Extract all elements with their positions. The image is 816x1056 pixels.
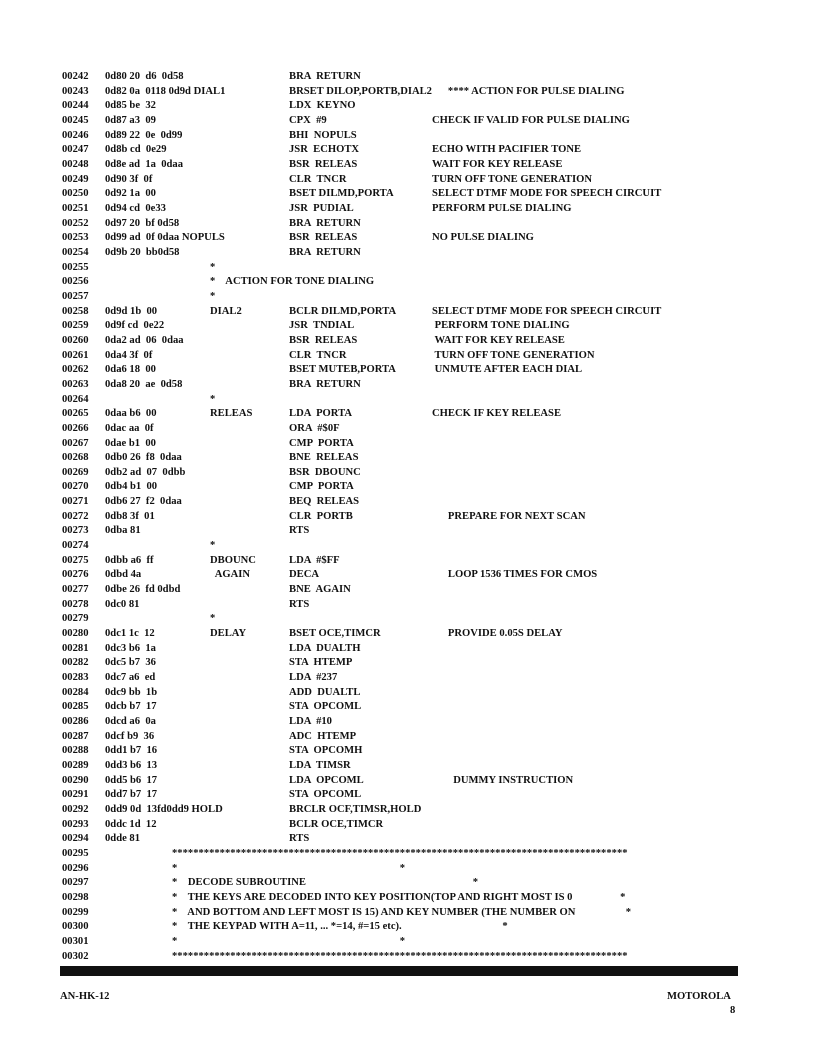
line-number: 00287	[62, 730, 89, 742]
instruction: BSR RELEAS	[289, 158, 358, 170]
instruction: LDA DUALTH	[289, 642, 361, 654]
line-number: 00267	[62, 437, 89, 449]
object-code: 0dd3 b6 13	[105, 760, 158, 772]
code-line	[0, 495, 816, 509]
instruction: LDA #$FF	[289, 554, 340, 566]
instruction: BEQ RELEAS	[289, 496, 360, 508]
source-label: DBOUNC	[210, 554, 256, 566]
code-line	[0, 524, 816, 538]
line-number: 00298	[62, 891, 89, 903]
object-code: 0d89 22 0e 0d99	[105, 129, 183, 141]
object-code: 0da4 3f 0f	[105, 349, 153, 361]
code-line	[0, 554, 816, 568]
code-line	[0, 158, 816, 172]
line-comment: PERFORM PULSE DIALING	[432, 202, 572, 214]
instruction: LDA PORTA	[289, 408, 352, 420]
code-line	[0, 246, 816, 260]
object-code: 0dc9 bb 1b	[105, 686, 158, 698]
line-comment: CHECK IF VALID FOR PULSE DIALING	[432, 114, 630, 126]
code-line	[0, 466, 816, 480]
instruction: BRA RETURN	[289, 217, 361, 229]
object-code: 0dde 81	[105, 833, 141, 845]
code-line	[0, 759, 816, 773]
code-line	[0, 378, 816, 392]
line-number: 00279	[62, 613, 89, 625]
object-code: 0db0 26 f8 0daa	[105, 452, 182, 464]
object-code: 0dbd 4a	[105, 569, 142, 581]
line-number: 00292	[62, 804, 89, 815]
line-comment: NO PULSE DIALING	[432, 232, 534, 244]
code-line	[0, 217, 816, 231]
line-number: 00242	[62, 71, 89, 82]
line-number: 00291	[62, 789, 89, 801]
instruction: CLR TNCR	[289, 173, 347, 185]
object-code: 0dbb a6 ff	[105, 554, 154, 566]
comment-box-text: * THE KEYPAD WITH A=11, ... *=14, #=15 etc). *	[172, 921, 508, 933]
line-comment: DUMMY INSTRUCTION	[432, 774, 574, 786]
line-number: 00281	[62, 642, 89, 654]
instruction: ADD DUALTL	[289, 686, 361, 698]
object-code: 0d9d 1b 00	[105, 305, 158, 317]
line-number: 00264	[62, 393, 89, 405]
source-label: RELEAS	[210, 408, 253, 420]
instruction: BNE AGAIN	[289, 584, 351, 596]
instruction: LDA OPCOML	[289, 774, 364, 786]
instruction: CLR TNCR	[289, 349, 347, 361]
line-number: 00294	[62, 833, 89, 845]
code-line	[0, 437, 816, 451]
code-line	[0, 744, 816, 758]
comment-box-text: **************************************************************************************	[172, 950, 628, 962]
code-line	[0, 510, 816, 524]
instruction: RTS	[289, 598, 310, 610]
object-code: 0d9f cd 0e22	[105, 320, 165, 332]
page-number: 8	[730, 1005, 736, 1016]
object-code: 0dac aa 0f	[105, 422, 154, 434]
instruction: CMP PORTA	[289, 481, 354, 493]
instruction: BHI NOPULS	[289, 129, 357, 141]
object-code: 0d8b cd 0e29	[105, 144, 167, 156]
line-number: 00257	[62, 290, 89, 302]
object-code: 0dc0 81	[105, 598, 140, 610]
instruction: JSR TNDIAL	[289, 320, 355, 332]
line-number: 00249	[62, 173, 89, 185]
code-line	[0, 407, 816, 421]
code-line	[0, 334, 816, 348]
line-number: 00280	[62, 628, 89, 640]
line-number: 00282	[62, 657, 89, 669]
line-number: 00290	[62, 774, 89, 786]
object-code: 0da2 ad 06 0daa	[105, 334, 184, 346]
line-number: 00296	[62, 862, 89, 874]
company-name: MOTOROLA	[667, 991, 731, 1002]
instruction: BRA RETURN	[289, 246, 361, 258]
line-number: 00271	[62, 496, 89, 508]
code-line	[0, 627, 816, 641]
line-number: 00250	[62, 188, 89, 200]
comment-box-text: * THE KEYS ARE DECODED INTO KEY POSITION(TOP AND RIGHT MOST IS 0 *	[172, 891, 626, 903]
instruction: LDA #10	[289, 716, 332, 728]
object-code: 0dd1 b7 16	[105, 745, 158, 757]
line-number: 00272	[62, 510, 89, 522]
code-line	[0, 451, 816, 465]
line-number: 00247	[62, 144, 89, 156]
code-line	[0, 656, 816, 670]
line-comment: TURN OFF TONE GENERATION	[432, 173, 593, 185]
object-code: 0dc3 b6 1a	[105, 642, 156, 654]
object-code: 0d92 1a 00	[105, 188, 156, 200]
source-label: *	[210, 393, 216, 405]
code-line	[0, 700, 816, 714]
code-line	[0, 671, 816, 685]
object-code: 0d9b 20 bb0d58	[105, 246, 180, 258]
code-line	[0, 202, 816, 216]
code-line	[0, 261, 816, 275]
instruction: RTS	[289, 525, 310, 537]
line-number: 00246	[62, 129, 89, 141]
line-number: 00243	[62, 85, 89, 97]
instruction: BRCLR OCF,TIMSR,HOLD	[289, 804, 422, 815]
instruction: BNE RELEAS	[289, 452, 359, 464]
object-code: 0dbe 26 fd 0dbd	[105, 584, 181, 596]
line-comment: **** ACTION FOR PULSE DIALING	[432, 85, 625, 97]
line-comment: UNMUTE AFTER EACH DIAL	[432, 364, 583, 376]
instruction: CLR PORTB	[289, 510, 353, 522]
line-number: 00266	[62, 422, 89, 434]
source-label: AGAIN	[210, 569, 251, 581]
footer-rule	[60, 966, 738, 976]
code-line	[0, 99, 816, 113]
line-comment: SELECT DTMF MODE FOR SPEECH CIRCUIT	[432, 305, 662, 317]
code-line	[0, 319, 816, 333]
instruction: LDA TIMSR	[289, 760, 351, 772]
instruction: CPX #9	[289, 114, 327, 126]
line-number: 00293	[62, 818, 89, 830]
code-line	[0, 612, 816, 626]
line-number: 00295	[62, 847, 89, 859]
line-number: 00300	[62, 921, 89, 933]
instruction: BSET OCE,TIMCR	[289, 628, 381, 640]
object-code: 0db8 3f 01	[105, 510, 155, 522]
instruction: CMP PORTA	[289, 437, 354, 449]
line-number: 00274	[62, 540, 89, 552]
object-code: 0dcd a6 0a	[105, 716, 156, 728]
object-code: 0dc1 1c 12	[105, 628, 155, 640]
line-number: 00254	[62, 246, 89, 258]
object-code: 0d90 3f 0f	[105, 173, 153, 185]
object-code: 0dcf b9 36	[105, 730, 155, 742]
object-code: 0d97 20 bf 0d58	[105, 217, 180, 229]
line-number: 00255	[62, 261, 89, 273]
line-number: 00275	[62, 554, 89, 566]
code-line	[0, 290, 816, 304]
instruction: BRSET DILOP,PORTB,DIAL2	[289, 85, 432, 97]
object-code: 0dd7 b7 17	[105, 789, 158, 801]
comment-box-text: * AND BOTTOM AND LEFT MOST IS 15) AND KEY NUMBER (THE NUMBER ON *	[172, 906, 632, 918]
object-code: 0d87 a3 09	[105, 114, 156, 126]
source-label: *	[210, 290, 216, 302]
code-line	[0, 187, 816, 201]
object-code: 0db4 b1 00	[105, 481, 158, 493]
object-code: 0d99 ad 0f 0daa NOPULS	[105, 232, 225, 244]
code-line	[0, 422, 816, 436]
instruction: BCLR OCE,TIMCR	[289, 818, 384, 830]
line-number: 00251	[62, 202, 89, 214]
line-number: 00302	[62, 950, 89, 962]
comment-box-text: * *	[172, 862, 406, 874]
code-line	[0, 275, 816, 289]
instruction: BCLR DILMD,PORTA	[289, 305, 397, 317]
code-line	[0, 803, 816, 817]
instruction: BRA RETURN	[289, 71, 361, 82]
line-number: 00244	[62, 100, 89, 112]
code-line	[0, 480, 816, 494]
source-label: * ACTION FOR TONE DIALING	[210, 276, 375, 288]
code-line	[0, 85, 816, 99]
object-code: 0d8e ad 1a 0daa	[105, 158, 183, 170]
code-line	[0, 363, 816, 377]
instruction: BSET MUTEB,PORTA	[289, 364, 396, 376]
comment-box-text: * DECODE SUBROUTINE *	[172, 877, 479, 889]
object-code: 0d85 be 32	[105, 100, 156, 112]
code-line	[0, 393, 816, 407]
line-number: 00269	[62, 466, 89, 478]
line-number: 00284	[62, 686, 89, 698]
code-line	[0, 788, 816, 802]
line-comment: ECHO WITH PACIFIER TONE	[432, 144, 582, 156]
instruction: JSR PUDIAL	[289, 202, 354, 214]
code-line	[0, 568, 816, 582]
document-id: AN-HK-12	[60, 991, 110, 1002]
object-code: 0da6 18 00	[105, 364, 156, 376]
object-code: 0d82 0a 0118 0d9d DIAL1	[105, 85, 226, 97]
instruction: JSR ECHOTX	[289, 144, 360, 156]
object-code: 0db6 27 f2 0daa	[105, 496, 182, 508]
line-number: 00265	[62, 408, 89, 420]
code-line	[0, 598, 816, 612]
line-number: 00253	[62, 232, 89, 244]
line-number: 00248	[62, 158, 89, 170]
line-number: 00252	[62, 217, 89, 229]
line-number: 00261	[62, 349, 89, 361]
comment-box-text: **************************************************************************************	[172, 847, 628, 859]
object-code: 0daa b6 00	[105, 408, 157, 420]
instruction: STA OPCOMH	[289, 745, 363, 757]
instruction: STA OPCOML	[289, 789, 362, 801]
source-label: *	[210, 540, 216, 552]
source-label: *	[210, 261, 216, 273]
line-number: 00245	[62, 114, 89, 126]
line-number: 00301	[62, 935, 89, 947]
line-number: 00286	[62, 716, 89, 728]
instruction: STA OPCOML	[289, 701, 362, 713]
instruction: DECA	[289, 569, 320, 581]
line-number: 00258	[62, 305, 89, 317]
instruction: LDX KEYNO	[289, 100, 356, 112]
line-number: 00285	[62, 701, 89, 713]
object-code: 0dc7 a6 ed	[105, 672, 156, 684]
object-code: 0ddc 1d 12	[105, 818, 157, 830]
line-number: 00270	[62, 481, 89, 493]
code-line	[0, 642, 816, 656]
line-number: 00288	[62, 745, 89, 757]
code-line	[0, 715, 816, 729]
object-code: 0d80 20 d6 0d58	[105, 71, 184, 82]
code-line	[0, 539, 816, 553]
line-comment: CHECK IF KEY RELEASE	[432, 408, 562, 420]
line-comment: PERFORM TONE DIALING	[432, 320, 570, 332]
object-code: 0db2 ad 07 0dbb	[105, 466, 186, 478]
object-code: 0da8 20 ae 0d58	[105, 378, 183, 390]
line-number: 00273	[62, 525, 89, 537]
line-number: 00263	[62, 378, 89, 390]
object-code: 0dd5 b6 17	[105, 774, 158, 786]
line-number: 00262	[62, 364, 89, 376]
object-code: 0dc5 b7 36	[105, 657, 156, 669]
code-line	[0, 832, 816, 846]
code-line	[0, 173, 816, 187]
line-number: 00289	[62, 760, 89, 772]
instruction: BSR RELEAS	[289, 232, 358, 244]
source-label: DIAL2	[210, 305, 242, 317]
line-comment: SELECT DTMF MODE FOR SPEECH CIRCUIT	[432, 188, 662, 200]
code-line	[0, 349, 816, 363]
line-number: 00260	[62, 334, 89, 346]
object-code: 0dae b1 00	[105, 437, 156, 449]
code-line	[0, 70, 816, 84]
source-label: *	[210, 613, 216, 625]
code-line	[0, 686, 816, 700]
line-number: 00277	[62, 584, 89, 596]
code-line	[0, 114, 816, 128]
instruction: ORA #$0F	[289, 422, 340, 434]
code-line	[0, 143, 816, 157]
line-number: 00297	[62, 877, 89, 889]
code-line	[0, 774, 816, 788]
instruction: RTS	[289, 833, 310, 845]
object-code: 0dba 81	[105, 525, 141, 537]
line-comment: TURN OFF TONE GENERATION	[432, 349, 595, 361]
code-line	[0, 730, 816, 744]
comment-box-text: * *	[172, 935, 406, 947]
code-line	[0, 231, 816, 245]
line-number: 00259	[62, 320, 89, 332]
line-comment: LOOP 1536 TIMES FOR CMOS	[432, 569, 598, 581]
line-number: 00278	[62, 598, 89, 610]
code-line	[0, 305, 816, 319]
line-number: 00256	[62, 276, 89, 288]
instruction: BSET DILMD,PORTA	[289, 188, 394, 200]
instruction: BSR DBOUNC	[289, 466, 361, 478]
instruction: LDA #237	[289, 672, 338, 684]
line-number: 00276	[62, 569, 89, 581]
object-code: 0d94 cd 0e33	[105, 202, 166, 214]
code-line	[0, 583, 816, 597]
line-comment: WAIT FOR KEY RELEASE	[432, 334, 565, 346]
instruction: STA HTEMP	[289, 657, 353, 669]
line-number: 00299	[62, 906, 89, 918]
line-number: 00283	[62, 672, 89, 684]
line-comment: WAIT FOR KEY RELEASE	[432, 158, 563, 170]
object-code: 0dcb b7 17	[105, 701, 157, 713]
code-line	[0, 818, 816, 832]
line-comment: PREPARE FOR NEXT SCAN	[432, 510, 586, 522]
instruction: BSR RELEAS	[289, 334, 358, 346]
object-code: 0dd9 0d 13fd0dd9 HOLD	[105, 804, 223, 815]
instruction: ADC HTEMP	[289, 730, 357, 742]
line-number: 00268	[62, 452, 89, 464]
line-comment: PROVIDE 0.05S DELAY	[432, 628, 563, 640]
instruction: BRA RETURN	[289, 378, 361, 390]
code-line	[0, 129, 816, 143]
source-label: DELAY	[210, 628, 247, 640]
